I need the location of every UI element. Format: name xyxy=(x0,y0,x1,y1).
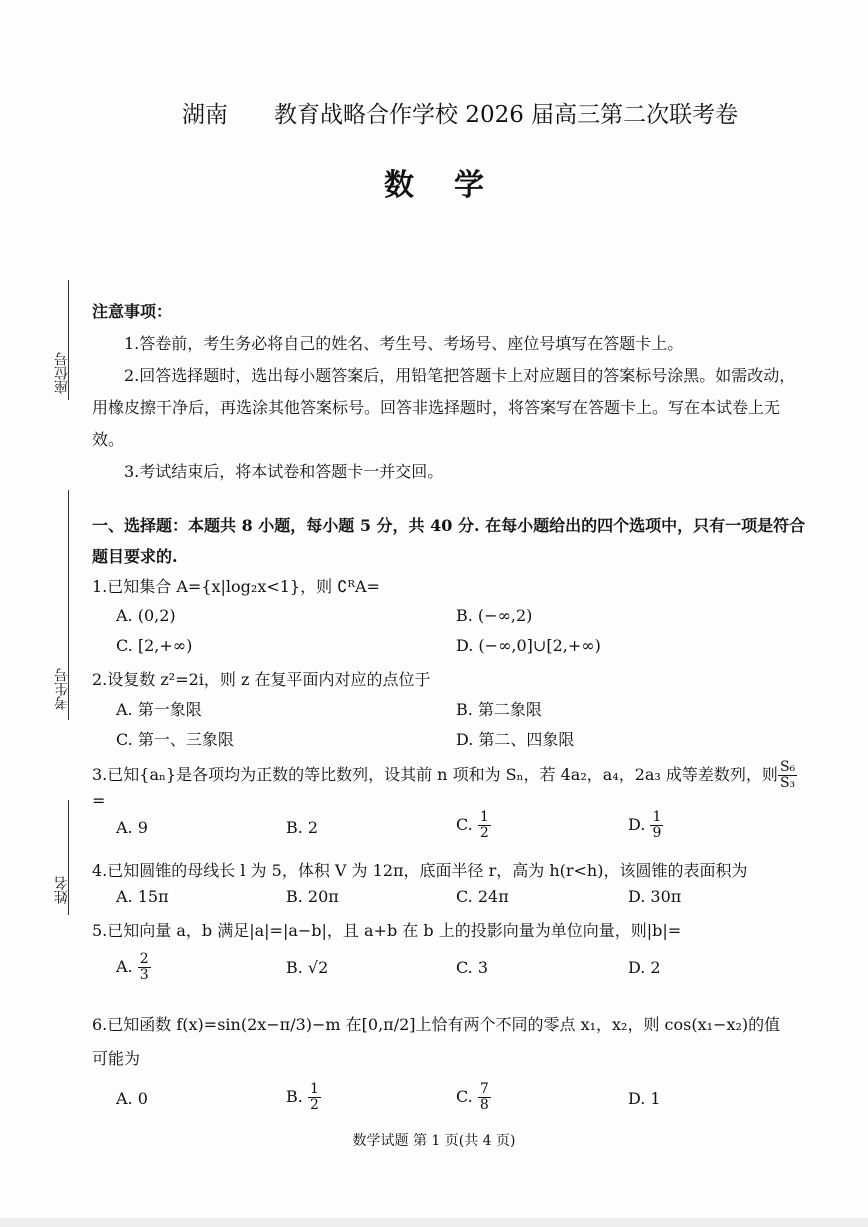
q2-option-d: D. 第二、四象限 xyxy=(456,730,575,749)
notice-item-1: 1.答卷前，考生务必将自己的姓名、考生号、考场号、座位号填写在答题卡上。 xyxy=(124,334,684,353)
q6-option-d: D. 1 xyxy=(628,1089,661,1108)
question-2-stem: 2.设复数 z²=2i，则 z 在复平面内对应的点位于 xyxy=(92,670,431,689)
q3-option-c: C. $\frac{1}{2}$ xyxy=(456,809,489,841)
question-3-stem: 3.已知{aₙ}是各项均为正数的等比数列，设其前 n 项和为 Sₙ，若 4a₂，a₄，2a₃ 成等差数列，则 $\frac{\text{S₆}}{\text{S₃}}$ = xyxy=(92,759,796,810)
q3-option-b: B. 2 xyxy=(286,818,319,837)
q5-option-d: D. 2 xyxy=(628,958,661,977)
bottom-band xyxy=(0,1218,868,1227)
q5-option-c: C. 3 xyxy=(456,958,489,977)
header-region: 湖南 xyxy=(182,102,228,128)
q3-stem-text: 3.已知{aₙ}是各项均为正数的等比数列，设其前 n 项和为 Sₙ，若 4a₂，a₄，2a₃ 成等差数列，则 xyxy=(92,765,778,784)
notice-block xyxy=(92,296,808,488)
section-heading: 一、选择题：本题共 8 小题，每小题 5 分，共 40 分. 在每小题给出的四个选项中，只有一项是符合题目要求的. xyxy=(92,516,806,566)
q4-option-a: A. 15π xyxy=(116,887,169,906)
q4-option-b: B. 20π xyxy=(286,887,339,906)
page-footer: 数学试题 第 1 页(共 4 页) xyxy=(352,1133,516,1149)
header-title: 教育战略合作学校 2026 届高三第二次联考卷 xyxy=(274,102,739,128)
q5-option-a: A. $\frac{2}{3}$ xyxy=(116,951,149,983)
q6-option-b: B. $\frac{1}{2}$ xyxy=(286,1081,319,1113)
q1-option-a: A. (0,2) xyxy=(116,606,176,625)
q2-option-a: A. 第一象限 xyxy=(116,700,202,719)
question-6-stem: 6.已知函数 f(x)=sin(2x−π/3)−m 在[0,π/2]上恰有两个不同的零点 x₁，x₂，则 cos(x₁−x₂)的值 xyxy=(92,1015,781,1034)
question-1-stem: 1.已知集合 A={x|log₂x<1}，则 ∁ᴿA= xyxy=(92,577,380,596)
q2-option-b: B. 第二象限 xyxy=(456,700,542,719)
q3-option-a: A. 9 xyxy=(116,818,148,837)
side-label-seat: 座位号 xyxy=(54,352,70,394)
notice-item-2: 2.回答选择题时，选出每小题答案后，用铅笔把答题卡上对应题目的答案标号涂黑。如需改动，用橡皮擦干净后，再选涂其他答案标号。回答非选择题时，将答案写在答题卡上。写在本试卷上无效。 xyxy=(92,366,796,449)
q1-option-d: D. (−∞,0]∪[2,+∞) xyxy=(456,636,601,655)
q4-option-c: C. 24π xyxy=(456,887,509,906)
side-label-name: 姓名 xyxy=(54,876,70,904)
question-4-stem: 4.已知圆锥的母线长 l 为 5，体积 V 为 12π，底面半径 r，高为 h(r<h)，该圆锥的表面积为 xyxy=(92,861,748,880)
subject-title: 数学 xyxy=(384,168,524,203)
question-6-stem-cont: 可能为 xyxy=(92,1049,141,1068)
q2-option-c: C. 第一、三象限 xyxy=(116,730,234,749)
q4-option-d: D. 30π xyxy=(628,887,682,906)
q3-option-d: D. $\frac{1}{9}$ xyxy=(628,809,662,841)
q6-option-a: A. 0 xyxy=(116,1089,148,1108)
question-5-stem: 5.已知向量 a，b 满足|a|=|a−b|，且 a+b 在 b 上的投影向量为单位向量，则|b|= xyxy=(92,921,682,940)
notice-title: 注意事项： xyxy=(92,302,173,321)
side-label-examinee: 考生号 xyxy=(54,668,70,710)
q6-option-c: C. $\frac{7}{8}$ xyxy=(456,1081,489,1113)
q3-ratio-fraction: $\frac{\text{S₆}}{\text{S₃}}$ xyxy=(779,759,796,791)
q1-option-c: C. [2,+∞) xyxy=(116,636,193,655)
q5-option-b: B. √2 xyxy=(286,958,329,977)
notice-item-3: 3.考试结束后，将本试卷和答题卡一并交回。 xyxy=(124,462,444,481)
q1-option-b: B. (−∞,2) xyxy=(456,606,533,625)
